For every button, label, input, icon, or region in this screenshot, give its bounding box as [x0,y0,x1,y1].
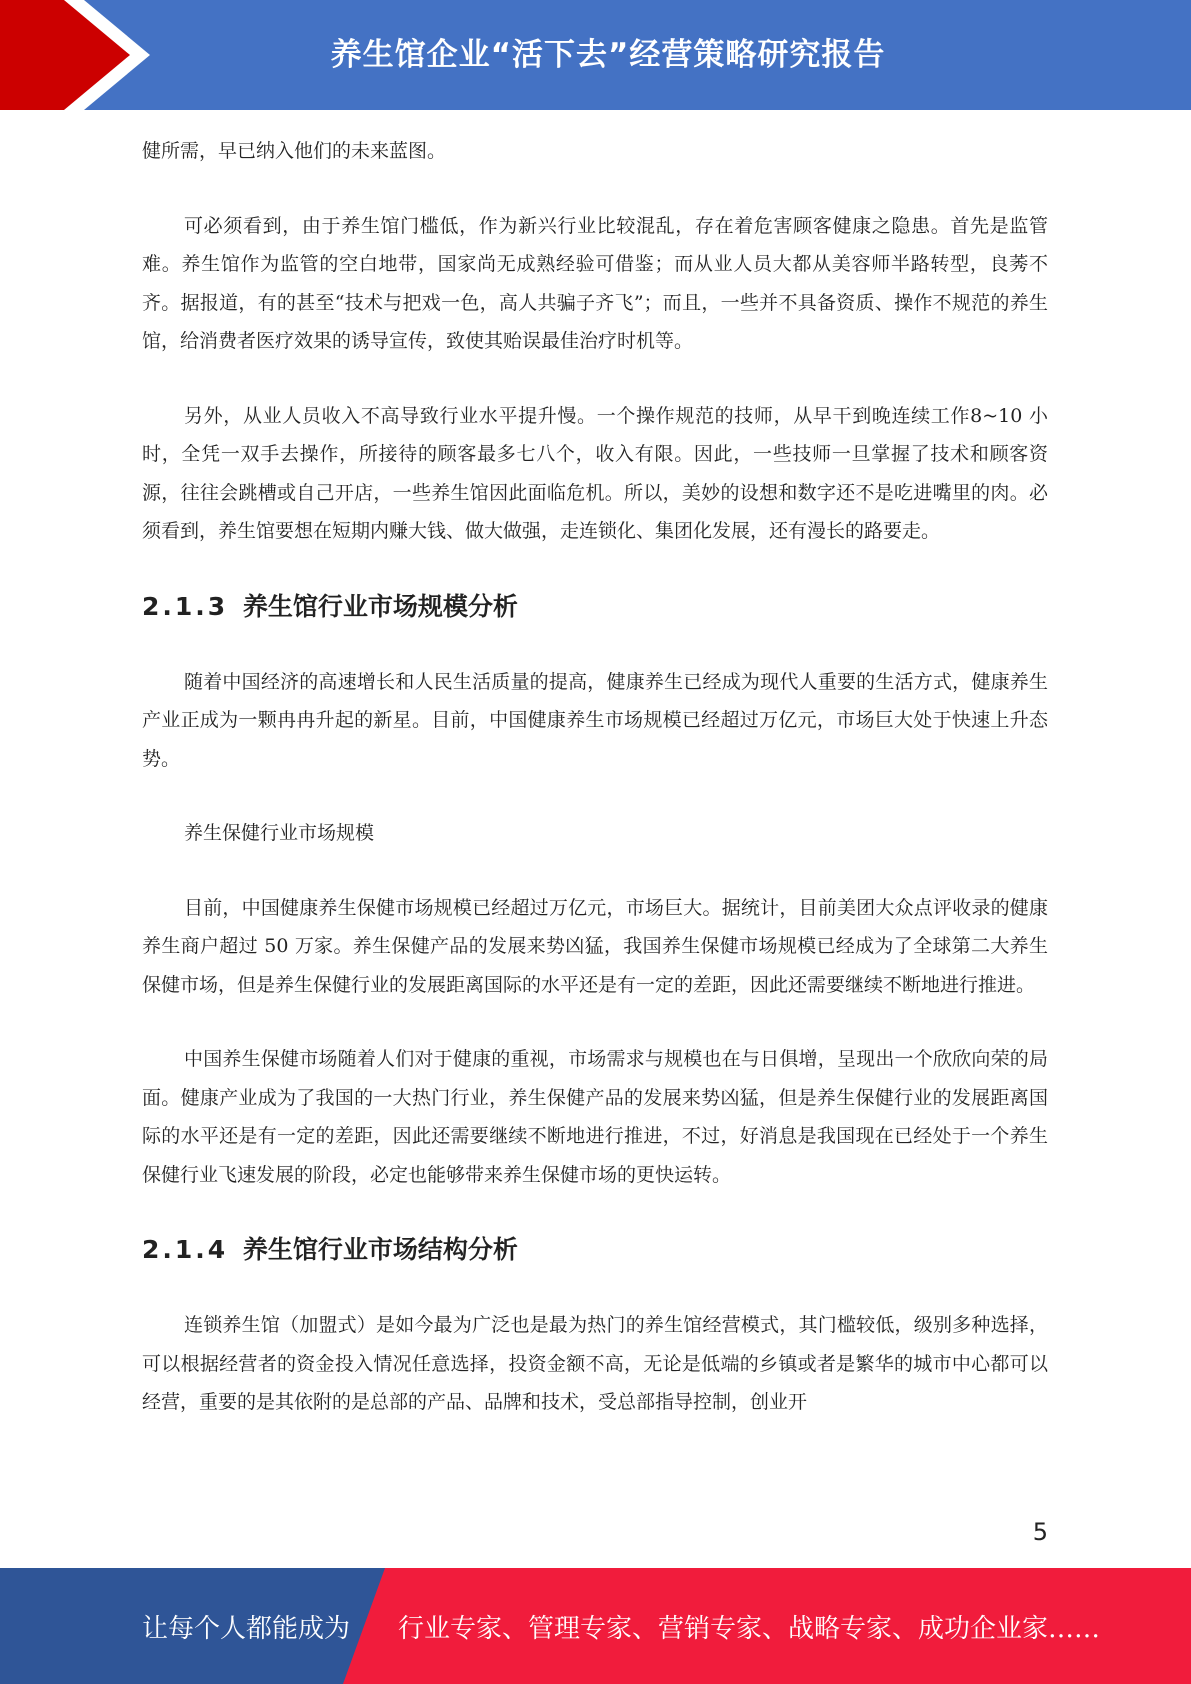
section-heading-2-1-4 [142,1230,1048,1270]
page-footer [0,1568,1191,1684]
paragraph: 中国养生保健市场随着人们对于健康的重视，市场需求与规模也在与日俱增，呈现出一个欣欣向荣的局面。健康产业成为了我国的一大热门行业，养生保健产品的发展来势凶猛，但是养生保健行业的发展距离国际的水平还是有一定的差距，因此还需要继续不断地进行推进，不过，好消息是我国现在已经处于一个养生保健行业飞速发展的阶段，必定也能够带来养生保健市场的更快运转。 [142,1048,1048,1186]
section-title: 养生馆行业市场结构分析 [242,1235,518,1264]
section-number: 2.1.3 [142,591,229,621]
section-heading-2-1-3 [142,587,1048,627]
paragraph: 连锁养生馆（加盟式）是如今最为广泛也是最为热门的养生馆经营模式，其门槛较低，级别多种选择，可以根据经营者的资金投入情况任意选择，投资金额不高，无论是低端的乡镇或者是繁华的城市中心都可以经营，重要的是其依附的是总部的产品、品牌和技术，受总部指导控制，创业开 [142,1314,1048,1413]
page-header [0,0,1191,110]
header-title: 养生馆企业“活下去”经营策略研究报告 [330,36,886,73]
paragraph: 可必须看到，由于养生馆门槛低，作为新兴行业比较混乱，存在着危害顾客健康之隐患。首先是监管难。养生馆作为监管的空白地带，国家尚无成熟经验可借鉴；而从业人员大都从美容师半路转型，良莠不齐。据报道，有的甚至“技术与把戏一色，高人共骗子齐飞”；而且，一些并不具备资质、操作不规范的养生馆，给消费者医疗效果的诱导宣传，致使其贻误最佳治疗时机等。 [142,214,1048,352]
paragraph: 随着中国经济的高速增长和人民生活质量的提高，健康养生已经成为现代人重要的生活方式，健康养生产业正成为一颗冉冉升起的新星。目前，中国健康养生市场规模已经超过万亿元，市场巨大处于快速上升态势。 [142,670,1048,770]
document-body [142,132,1048,1458]
section-number: 2.1.4 [142,1235,229,1264]
page-number: 5 [1032,1518,1048,1546]
paragraph: 健所需，早已纳入他们的未来蓝图。 [142,140,447,162]
footer-slogan-right: 行业专家、管理专家、营销专家、战略专家、成功企业家…… [398,1613,1101,1644]
paragraph: 另外，从业人员收入不高导致行业水平提升慢。一个操作规范的技师，从早干到晚连续工作8~10 小时，全凭一双手去操作，所接待的顾客最多七八个，收入有限。因此，一些技师一旦掌握了技术和顾客资源，往往会跳槽或自己开店，一些养生馆因此面临危机。所以，美妙的设想和数字还不是吃进嘴里的肉。必须看到，养生馆要想在短期内赚大钱、做大做强，走连锁化、集团化发展，还有漫长的路要走。 [142,404,1048,542]
paragraph-subtitle: 养生保健行业市场规模 [184,822,375,844]
section-title: 养生馆行业市场规模分析 [242,591,518,621]
footer-slogan-left: 让每个人都能成为 [142,1613,351,1644]
paragraph: 目前，中国健康养生保健市场规模已经超过万亿元，市场巨大。据统计，目前美团大众点评收录的健康养生商户超过 50 万家。养生保健产品的发展来势凶猛，我国养生保健市场规模已经成为了全球第二大养生保健市场，但是养生保健行业的发展距离国际的水平还是有一定的差距，因此还需要继续不断地进行推进。 [142,896,1048,996]
